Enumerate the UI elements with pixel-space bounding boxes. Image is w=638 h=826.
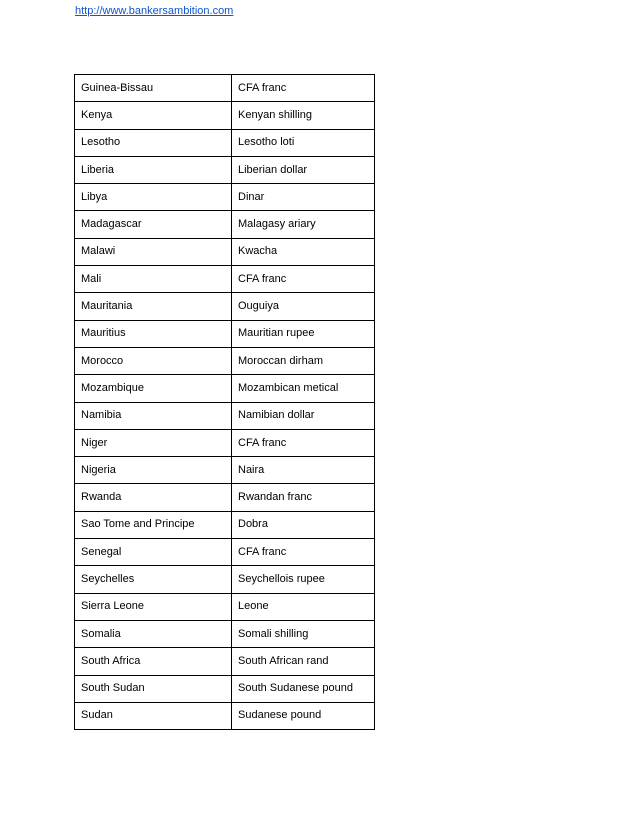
country-cell: Niger [75, 429, 232, 456]
table-row [75, 484, 375, 511]
country-cell: Malawi [75, 238, 232, 265]
country-cell: Sierra Leone [75, 593, 232, 620]
table-row [75, 320, 375, 347]
currency-cell: Mozambican metical [232, 375, 375, 402]
country-currency-table [74, 74, 375, 730]
country-cell: Namibia [75, 402, 232, 429]
table-row [75, 457, 375, 484]
table-row [75, 702, 375, 729]
country-cell: Rwanda [75, 484, 232, 511]
table-row [75, 211, 375, 238]
currency-cell: Dinar [232, 184, 375, 211]
country-cell: Madagascar [75, 211, 232, 238]
country-cell: Sudan [75, 702, 232, 729]
currency-cell: Dobra [232, 511, 375, 538]
currency-cell: South African rand [232, 648, 375, 675]
table-row [75, 266, 375, 293]
currency-cell: Somali shilling [232, 620, 375, 647]
table-row [75, 75, 375, 102]
country-cell: Guinea-Bissau [75, 75, 232, 102]
country-cell: Libya [75, 184, 232, 211]
country-cell: Mozambique [75, 375, 232, 402]
country-cell: Lesotho [75, 129, 232, 156]
currency-cell: Kwacha [232, 238, 375, 265]
currency-cell: CFA franc [232, 266, 375, 293]
currency-cell: Leone [232, 593, 375, 620]
table-body [75, 75, 375, 730]
currency-cell: Ouguiya [232, 293, 375, 320]
table-row [75, 129, 375, 156]
table-row [75, 402, 375, 429]
table-row [75, 293, 375, 320]
table-row [75, 511, 375, 538]
currency-cell: Seychellois rupee [232, 566, 375, 593]
country-cell: Kenya [75, 102, 232, 129]
currency-cell: Liberian dollar [232, 156, 375, 183]
table-row [75, 539, 375, 566]
currency-cell: Malagasy ariary [232, 211, 375, 238]
currency-cell: Naira [232, 457, 375, 484]
table-row [75, 620, 375, 647]
country-cell: Seychelles [75, 566, 232, 593]
country-cell: Mauritania [75, 293, 232, 320]
table-row [75, 593, 375, 620]
currency-cell: Moroccan dirham [232, 347, 375, 374]
currency-cell: Mauritian rupee [232, 320, 375, 347]
currency-cell: Sudanese pound [232, 702, 375, 729]
currency-cell: Kenyan shilling [232, 102, 375, 129]
table-row [75, 648, 375, 675]
table-row [75, 102, 375, 129]
currency-cell: Lesotho loti [232, 129, 375, 156]
table-row [75, 184, 375, 211]
table-row [75, 429, 375, 456]
country-cell: Mali [75, 266, 232, 293]
currency-cell: South Sudanese pound [232, 675, 375, 702]
country-cell: Liberia [75, 156, 232, 183]
country-cell: South Sudan [75, 675, 232, 702]
currency-cell: Namibian dollar [232, 402, 375, 429]
table-row [75, 347, 375, 374]
country-cell: Morocco [75, 347, 232, 374]
country-cell: South Africa [75, 648, 232, 675]
table-row [75, 675, 375, 702]
currency-cell: CFA franc [232, 429, 375, 456]
currency-cell: CFA franc [232, 539, 375, 566]
website-link[interactable]: http://www.bankersambition.com [75, 5, 234, 17]
country-cell: Somalia [75, 620, 232, 647]
table-row [75, 566, 375, 593]
country-cell: Nigeria [75, 457, 232, 484]
table-row [75, 156, 375, 183]
country-cell: Senegal [75, 539, 232, 566]
country-cell: Sao Tome and Principe [75, 511, 232, 538]
currency-cell: Rwandan franc [232, 484, 375, 511]
country-cell: Mauritius [75, 320, 232, 347]
table-row [75, 375, 375, 402]
table-row [75, 238, 375, 265]
currency-cell: CFA franc [232, 75, 375, 102]
